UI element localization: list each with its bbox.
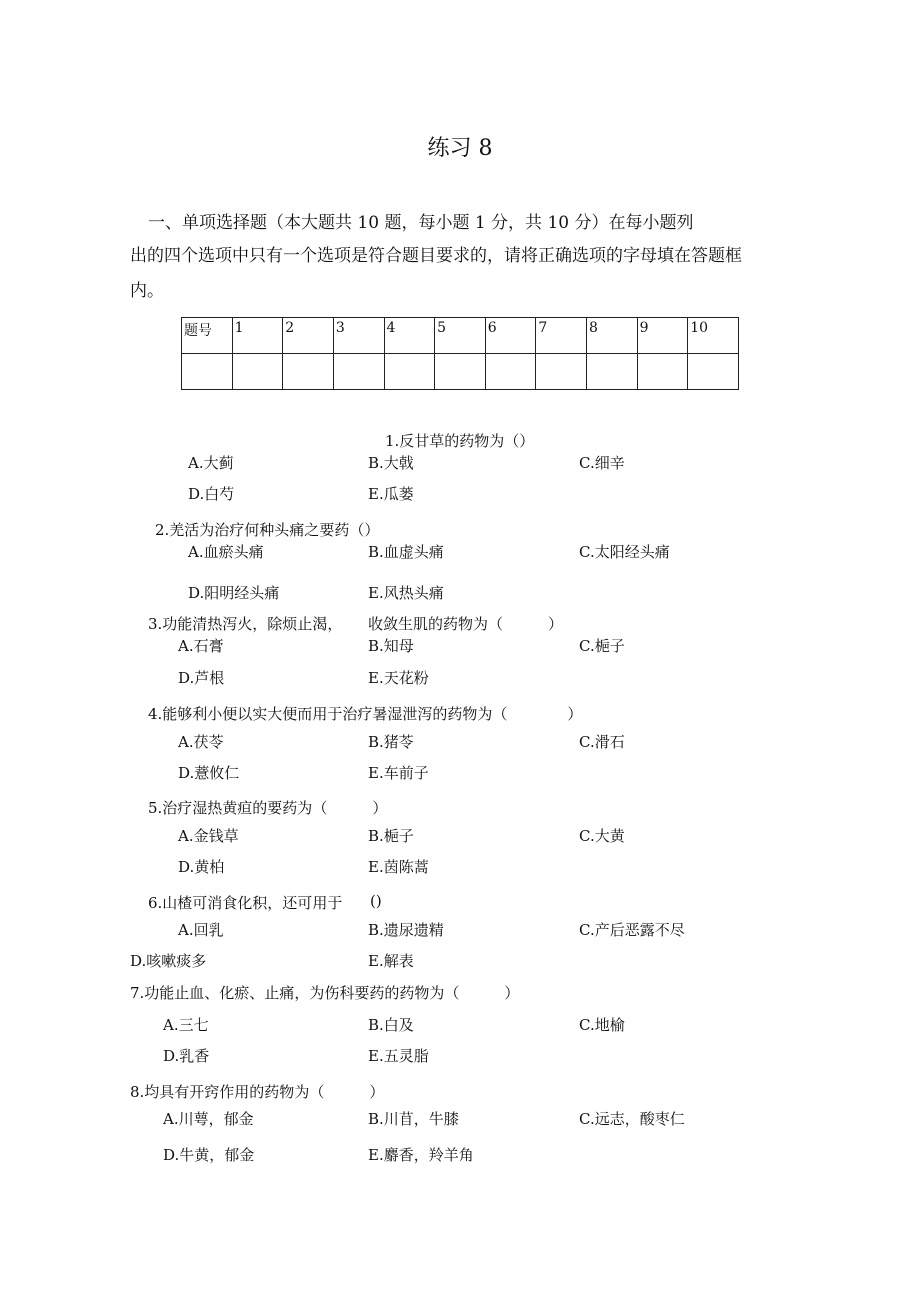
question-2-option-a: A.血瘀头痛 [188,543,264,561]
question-2-stem: 2.羌活为治疗何种头痛之要药（） [155,521,380,539]
question-6-stem-part-1: 6.山楂可消食化积，还可用于 [148,894,343,912]
instruction-line-1: 一、单项选择题（本大题共 10 题，每小题 1 分，共 10 分）在每小题列 [148,213,694,233]
answer-cell[interactable] [587,354,638,390]
answer-header-cell: 6 [485,318,536,354]
instruction-line-3: 内。 [130,281,164,301]
question-1-option-c: C.细辛 [579,454,625,472]
answer-header-cell: 8 [587,318,638,354]
answer-cell[interactable] [333,354,384,390]
answer-header-cell: 5 [435,318,486,354]
question-6-stem-part-2: () [370,892,382,910]
question-6-option-b: B.遗尿遗精 [368,921,444,939]
question-5-option-b: B.梔子 [368,827,414,845]
question-3-option-b: B.知母 [368,637,414,655]
question-1-option-d: D.白芍 [188,485,235,503]
answer-cell[interactable] [637,354,688,390]
question-4-option-e: E.车前子 [368,764,429,782]
question-5-option-e: E.茵陈蒿 [368,858,429,876]
question-3-option-a: A.石膏 [178,637,224,655]
question-8-option-c: C.远志，酸枣仁 [579,1110,685,1128]
answer-cell[interactable] [182,354,233,390]
answer-header-cell: 4 [384,318,435,354]
answer-header-cell: 2 [283,318,334,354]
answer-table-header-row [182,318,739,354]
answer-header-cell: 10 [688,318,739,354]
question-4-option-d: D.薏攸仁 [178,764,240,782]
question-7-option-a: A.三七 [163,1016,209,1034]
question-3-option-c: C.梔子 [579,637,625,655]
question-3-option-e: E.天花粉 [368,669,429,687]
question-4-stem: 4.能够利小便以实大便而用于治疗暑湿泄泻的药物为（ ） [148,705,583,723]
question-6-option-c: C.产后恶露不尽 [579,921,685,939]
question-5-option-d: D.黄柏 [178,858,225,876]
answer-header-cell: 1 [232,318,283,354]
answer-table-answer-row [182,354,739,390]
question-7-option-e: E.五灵脂 [368,1047,429,1065]
answer-header-cell: 7 [536,318,587,354]
question-1-stem: 1.反甘草的药物为（） [385,432,535,450]
question-1-option-a: A.大蓟 [188,454,234,472]
answer-cell[interactable] [536,354,587,390]
question-2-option-b: B.血虚头痛 [368,543,444,561]
answer-cell[interactable] [485,354,536,390]
question-8-option-e: E.麝香，羚羊角 [368,1146,474,1164]
question-2-option-c: C.太阳经头痛 [579,543,670,561]
question-5-option-a: A.金钱草 [178,827,239,845]
answer-cell[interactable] [688,354,739,390]
question-8-option-b: B.川苜，牛膝 [368,1110,459,1128]
answer-header-cell: 题号 [182,318,233,354]
instruction-line-2: 出的四个选项中只有一个选项是符合题目要求的，请将正确选项的字母填在答题框 [130,246,742,266]
answer-header-cell: 3 [333,318,384,354]
question-8-option-d: D.牛黄，郁金 [163,1146,255,1164]
answer-cell[interactable] [435,354,486,390]
question-3-option-d: D.芦根 [178,669,225,687]
page-title: 练习 8 [427,136,493,161]
question-6-option-a: A.回乳 [178,921,224,939]
answer-header-cell: 9 [637,318,688,354]
question-7-option-d: D.乳香 [163,1047,210,1065]
question-7-stem: 7.功能止血、化瘀、止痛，为伤科要药的药物为（ ） [130,984,520,1002]
question-4-option-c: C.滑石 [579,733,625,751]
question-6-option-d: D.咳嗽痰多 [130,952,207,970]
question-4-option-a: A.茯苓 [178,733,224,751]
question-1-option-b: B.大戟 [368,454,414,472]
answer-cell[interactable] [283,354,334,390]
answer-cell[interactable] [384,354,435,390]
answer-cell[interactable] [232,354,283,390]
question-8-stem: 8.均具有开窍作用的药物为（ ） [130,1083,385,1101]
question-5-stem: 5.治疗湿热黄疸的要药为（ ） [148,799,388,817]
question-4-option-b: B.猪苓 [368,733,414,751]
question-1-option-e: E.瓜蒌 [368,485,414,503]
question-2-option-d: D.阳明经头痛 [188,584,280,602]
question-7-option-c: C.地榆 [579,1016,625,1034]
question-5-option-c: C.大黄 [579,827,625,845]
question-6-option-e: E.解表 [368,952,414,970]
question-2-option-e: E.风热头痛 [368,584,444,602]
question-3-stem-part-2: 收敛生肌的药物为（ ） [368,615,564,633]
question-3-stem-part-1: 3.功能清热泻火，除烦止渴， [148,615,343,633]
question-8-option-a: A.川萼，郁金 [163,1110,254,1128]
answer-table [181,317,739,390]
question-7-option-b: B.白及 [368,1016,414,1034]
